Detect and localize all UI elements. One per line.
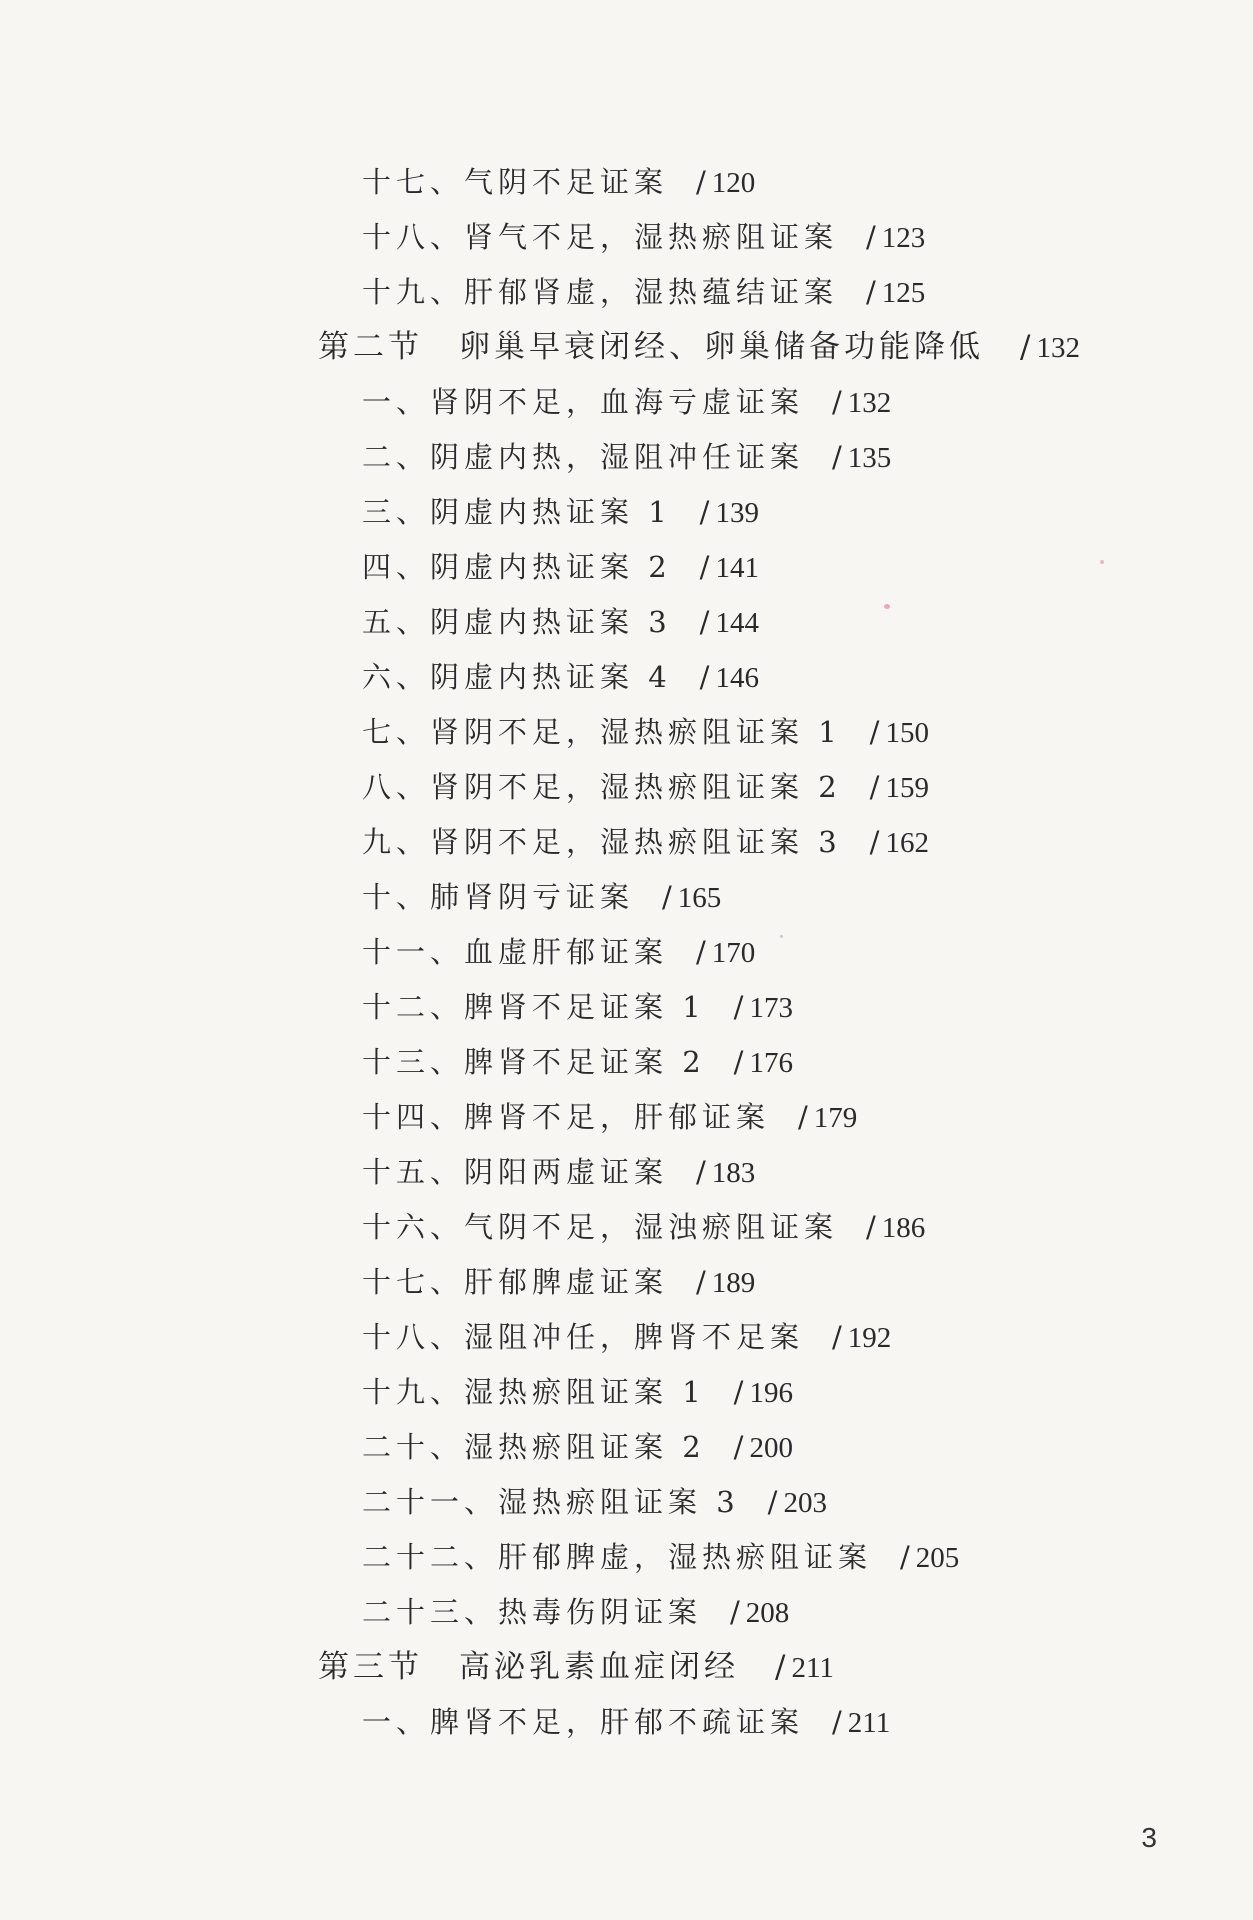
toc-entry xyxy=(362,1097,857,1138)
paper-speck xyxy=(780,935,783,938)
toc-entry-title: 十二、脾肾不足证案 1 xyxy=(362,990,706,1024)
toc-page-number: 144 xyxy=(715,607,759,639)
toc-entry xyxy=(362,1042,793,1083)
page-number: 3 xyxy=(1141,1822,1157,1853)
toc-entry xyxy=(362,877,721,918)
toc-page-number: 186 xyxy=(881,1212,926,1244)
paper-speck xyxy=(1100,560,1104,564)
toc-page-number: 211 xyxy=(847,1707,891,1739)
toc-page-number: 162 xyxy=(885,827,929,859)
toc-page-separator: / xyxy=(733,1045,744,1079)
toc-page-number: 146 xyxy=(715,662,759,694)
toc-page-separator: / xyxy=(699,550,710,584)
toc-page-separator: / xyxy=(696,935,706,969)
toc-page-separator: / xyxy=(699,605,710,639)
toc-page-number: 159 xyxy=(885,772,929,804)
toc-entry-title: 五、阴虚内热证案 3 xyxy=(362,605,672,639)
toc-entry-title: 十八、肾气不足，湿热瘀阻证案 xyxy=(362,220,839,254)
toc-page-separator: / xyxy=(733,1430,744,1464)
toc-page-separator: / xyxy=(866,220,876,254)
paper-speck xyxy=(884,604,890,609)
toc-entry xyxy=(362,1262,755,1303)
toc-entry xyxy=(362,162,755,203)
toc-entry xyxy=(362,1537,959,1578)
toc-page-number: 173 xyxy=(749,992,793,1024)
toc-page-separator: / xyxy=(730,1595,740,1629)
toc-page-separator: / xyxy=(775,1649,786,1685)
toc-entry-title: 十六、气阴不足，湿浊瘀阻证案 xyxy=(362,1210,839,1244)
toc-entry-title: 十三、脾肾不足证案 2 xyxy=(362,1045,706,1079)
toc-page-number: 183 xyxy=(711,1157,756,1189)
toc-entry-title: 六、阴虚内热证案 4 xyxy=(362,660,672,694)
toc-page-number: 211 xyxy=(791,1652,834,1684)
toc-page-number: 132 xyxy=(847,387,892,419)
toc-entry-title: 十八、湿阻冲任，脾肾不足案 xyxy=(362,1320,805,1354)
toc-entry-title: 一、肾阴不足，血海亏虚证案 xyxy=(362,385,805,419)
toc-section-label: 第二节 xyxy=(318,329,423,365)
toc-entry xyxy=(362,437,891,478)
toc-page-number: 200 xyxy=(749,1432,793,1464)
toc-entry xyxy=(362,1152,755,1193)
toc-entry-title: 三、阴虚内热证案 1 xyxy=(362,495,672,529)
toc-page-number: 196 xyxy=(749,1377,793,1409)
toc-page-number: 189 xyxy=(711,1267,756,1299)
toc-entry-title: 十四、脾肾不足，肝郁证案 xyxy=(362,1100,771,1134)
toc-section xyxy=(318,327,1080,368)
toc-entry-title: 八、肾阴不足，湿热瘀阻证案 2 xyxy=(362,770,842,804)
toc-page-separator: / xyxy=(767,1485,778,1519)
toc-page-separator: / xyxy=(832,385,842,419)
toc-page-number: 135 xyxy=(847,442,892,474)
toc-page-number: 170 xyxy=(711,937,756,969)
toc-entry-title: 二十一、湿热瘀阻证案 3 xyxy=(362,1485,740,1519)
toc-entry-title: 卵巢早衰闭经、卵巢储备功能降低 xyxy=(459,329,984,365)
toc-page-separator: / xyxy=(832,440,842,474)
toc-page-separator: / xyxy=(696,1265,706,1299)
toc-page-number: 139 xyxy=(715,497,759,529)
toc-page-separator: / xyxy=(699,495,710,529)
toc-entry xyxy=(362,1702,890,1743)
toc-entry-title: 四、阴虚内热证案 2 xyxy=(362,550,672,584)
toc-page-separator: / xyxy=(699,660,710,694)
toc-page-separator: / xyxy=(662,880,672,914)
toc-entry xyxy=(362,547,759,588)
toc-page-separator: / xyxy=(866,1210,876,1244)
toc-entry-title: 十九、湿热瘀阻证案 1 xyxy=(362,1375,706,1409)
toc-entry xyxy=(362,492,759,533)
toc-entry-title: 一、脾肾不足，肝郁不疏证案 xyxy=(362,1705,805,1739)
toc-entry-title: 九、肾阴不足，湿热瘀阻证案 3 xyxy=(362,825,842,859)
toc-page-number: 192 xyxy=(847,1322,892,1354)
toc-entry-title: 二十三、热毒伤阴证案 xyxy=(362,1595,703,1629)
toc-entry xyxy=(362,1207,925,1248)
toc-entry-title: 十五、阴阳两虚证案 xyxy=(362,1155,669,1189)
toc-page-number: 132 xyxy=(1036,332,1080,364)
toc-section xyxy=(318,1647,834,1688)
toc-page-separator: / xyxy=(832,1705,842,1739)
toc-page-separator: / xyxy=(866,275,876,309)
toc-page-separator: / xyxy=(900,1540,910,1574)
toc-entry-title: 二十、湿热瘀阻证案 2 xyxy=(362,1430,706,1464)
toc-entry xyxy=(362,1482,827,1523)
toc-page-separator: / xyxy=(696,1155,706,1189)
toc-page-separator: / xyxy=(832,1320,842,1354)
toc-entry-title: 二十二、肝郁脾虚，湿热瘀阻证案 xyxy=(362,1540,873,1574)
toc-page-separator: / xyxy=(869,770,880,804)
toc-entry-title: 十、肺肾阴亏证案 xyxy=(362,880,635,914)
toc-entry xyxy=(362,987,793,1028)
toc-entry xyxy=(362,272,925,313)
toc-entry xyxy=(362,382,891,423)
toc-entry xyxy=(362,217,925,258)
toc-entry-title: 七、肾阴不足，湿热瘀阻证案 1 xyxy=(362,715,842,749)
toc-page-number: 125 xyxy=(881,277,926,309)
toc-page-separator: / xyxy=(1020,329,1031,365)
toc-page-number: 208 xyxy=(745,1597,790,1629)
toc-entry-title: 十七、肝郁脾虚证案 xyxy=(362,1265,669,1299)
toc-entry xyxy=(362,1592,789,1633)
toc-page-number: 176 xyxy=(749,1047,793,1079)
toc-entry xyxy=(362,1317,891,1358)
toc-entry xyxy=(362,712,929,753)
toc-entry xyxy=(362,657,759,698)
toc-entry xyxy=(362,767,929,808)
toc-page-separator: / xyxy=(798,1100,808,1134)
toc-entry-title: 十一、血虚肝郁证案 xyxy=(362,935,669,969)
toc-page-separator: / xyxy=(869,825,880,859)
toc-page-number: 120 xyxy=(711,167,756,199)
toc-entry xyxy=(362,1427,793,1468)
toc-entry xyxy=(362,1372,793,1413)
toc-page-separator: / xyxy=(869,715,880,749)
toc-entry-title: 十九、肝郁肾虚，湿热蕴结证案 xyxy=(362,275,839,309)
toc-entry xyxy=(362,602,759,643)
toc-page-number: 141 xyxy=(715,552,759,584)
toc-page-number: 123 xyxy=(881,222,926,254)
toc-entry xyxy=(362,932,755,973)
toc-page-separator: / xyxy=(733,990,744,1024)
toc-entry-title: 二、阴虚内热，湿阻冲任证案 xyxy=(362,440,805,474)
toc-page-number: 179 xyxy=(813,1102,858,1134)
toc-page-number: 203 xyxy=(783,1487,827,1519)
toc-section-label: 第三节 xyxy=(318,1649,423,1685)
toc-entry-title: 十七、气阴不足证案 xyxy=(362,165,669,199)
toc-entry-title: 高泌乳素血症闭经 xyxy=(459,1649,739,1685)
toc-entry xyxy=(362,822,929,863)
toc-page-number: 150 xyxy=(885,717,929,749)
toc-page-separator: / xyxy=(733,1375,744,1409)
toc-page-number: 205 xyxy=(915,1542,960,1574)
toc-page-separator: / xyxy=(696,165,706,199)
toc-page-number: 165 xyxy=(677,882,722,914)
